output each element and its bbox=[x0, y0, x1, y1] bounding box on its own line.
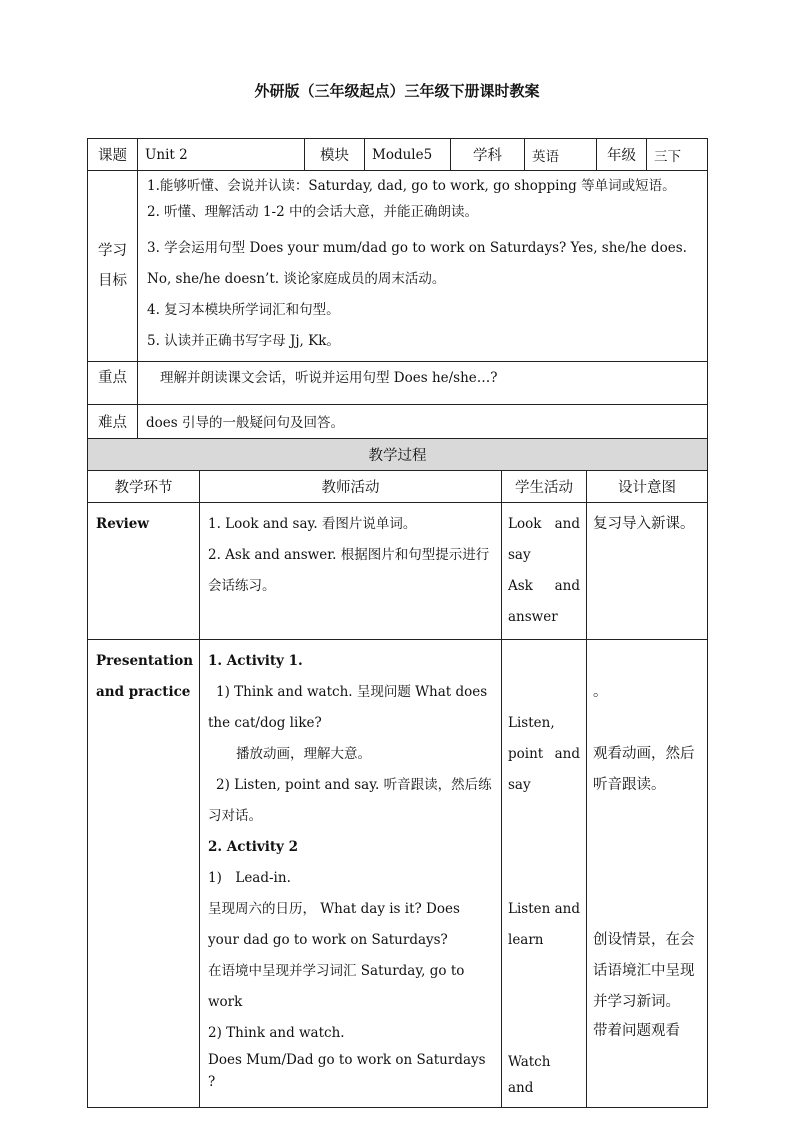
review-design bbox=[587, 503, 708, 640]
student-line: Listen, bbox=[508, 715, 555, 731]
activity1-line: 1) Think and watch. 呈现问题 What does the cat/dog like? bbox=[208, 684, 488, 731]
topic-label: 课题 bbox=[88, 139, 138, 171]
review-teacher-line: 1. Look and say. 看图片说单词。 bbox=[208, 516, 417, 532]
student-line: point and bbox=[508, 746, 580, 762]
key-point-row bbox=[88, 362, 708, 405]
lesson-info-table bbox=[87, 138, 708, 458]
review-teacher-line: 2. Ask and answer. 根据图片和句型提示进行会话练习。 bbox=[208, 547, 490, 594]
review-teacher bbox=[200, 503, 502, 640]
objectives-label-line1: 学习 bbox=[98, 243, 127, 259]
design-line: 观看动画，然后听音跟读。 bbox=[593, 746, 695, 793]
objectives-content bbox=[138, 171, 708, 362]
col-stage-header: 教学环节 bbox=[88, 471, 200, 503]
topic-value: Unit 2 bbox=[138, 139, 305, 171]
activity1-line: 2) Listen, point and say. 听音跟读，然后练习对话。 bbox=[208, 777, 492, 824]
header-row bbox=[88, 139, 708, 171]
difficulty-text: does 引导的一般疑问句及回答。 bbox=[138, 405, 708, 458]
subject-value: 英语 bbox=[525, 139, 597, 171]
process-title: 教学过程 bbox=[88, 439, 708, 471]
review-row bbox=[88, 503, 708, 640]
review-student-line: answer bbox=[508, 609, 558, 625]
grade-label: 年级 bbox=[597, 139, 647, 171]
presentation-stage-line1: Presentation bbox=[96, 653, 194, 669]
review-student-line: say bbox=[508, 547, 531, 563]
process-title-row bbox=[88, 439, 708, 471]
activity2-line: 2) Think and watch. bbox=[208, 1025, 345, 1041]
activity2-line: 1) Lead-in. bbox=[208, 870, 291, 886]
presentation-design bbox=[587, 640, 708, 1108]
subject-label: 学科 bbox=[451, 139, 525, 171]
objective-item: 5. 认读并正确书写字母 Jj, Kk。 bbox=[147, 333, 340, 349]
objectives-row bbox=[88, 171, 708, 362]
key-point-label: 重点 bbox=[88, 362, 138, 405]
objective-item: 3. 学会运用句型 Does your mum/dad go to work on Saturdays? Yes, she/he does. No, she/he doesn’t. 谈论家庭成员的周末活动。 bbox=[147, 240, 687, 287]
review-student-line: Ask and bbox=[508, 578, 580, 594]
col-teacher-header: 教师活动 bbox=[200, 471, 502, 503]
module-value: Module5 bbox=[365, 139, 451, 171]
review-student-line: Look and bbox=[508, 516, 580, 532]
activity2-line: Does Mum/Dad go to work on Saturdays ? bbox=[208, 1052, 486, 1090]
design-line: 。 bbox=[593, 684, 608, 700]
objective-item: 2. 听懂、理解活动 1-2 中的会话大意，并能正确朗读。 bbox=[147, 204, 478, 220]
activity2-line: 在语境中呈现并学习词汇 Saturday, go to work bbox=[208, 963, 465, 1010]
review-design-text: 复习导入新课。 bbox=[593, 516, 695, 532]
presentation-teacher bbox=[200, 640, 502, 1108]
review-stage: Review bbox=[88, 503, 200, 640]
student-line: Listen and bbox=[508, 901, 580, 917]
teaching-process-table bbox=[87, 438, 708, 1108]
design-line: 带着问题观看 bbox=[593, 1023, 680, 1039]
grade-value: 三下 bbox=[647, 139, 708, 171]
activity2-line: 呈现周六的日历， What day is it? Does your dad go to work on Saturdays? bbox=[208, 901, 460, 948]
column-header-row bbox=[88, 471, 708, 503]
student-line: Watch and bbox=[508, 1054, 551, 1096]
student-line: learn bbox=[508, 932, 544, 948]
presentation-stage-line2: and practice bbox=[96, 684, 191, 700]
presentation-stage bbox=[88, 640, 200, 1108]
presentation-student bbox=[502, 640, 587, 1108]
document-title: 外研版（三年级起点）三年级下册课时教案 bbox=[254, 82, 540, 100]
activity1-title: 1. Activity 1. bbox=[208, 653, 303, 669]
col-design-header: 设计意图 bbox=[587, 471, 708, 503]
review-student bbox=[502, 503, 587, 640]
presentation-row bbox=[88, 640, 708, 1108]
activity2-title: 2. Activity 2 bbox=[208, 839, 298, 855]
difficulty-label: 难点 bbox=[88, 405, 138, 458]
student-line: say bbox=[508, 777, 531, 793]
objectives-label-line2: 目标 bbox=[98, 273, 127, 289]
design-line: 创设情景，在会话语境汇中呈现并学习新词。 bbox=[593, 932, 695, 1010]
key-point-text: 理解并朗读课文会话，听说并运用句型 Does he/she…? bbox=[138, 362, 708, 405]
module-label: 模块 bbox=[305, 139, 365, 171]
col-student-header: 学生活动 bbox=[502, 471, 587, 503]
objective-item: 4. 复习本模块所学词汇和句型。 bbox=[147, 302, 340, 318]
objectives-label bbox=[88, 171, 138, 362]
objective-item: 1.能够听懂、会说并认读：Saturday, dad, go to work, go shopping 等单词或短语。 bbox=[147, 178, 676, 194]
activity1-line: 播放动画，理解大意。 bbox=[236, 746, 371, 762]
